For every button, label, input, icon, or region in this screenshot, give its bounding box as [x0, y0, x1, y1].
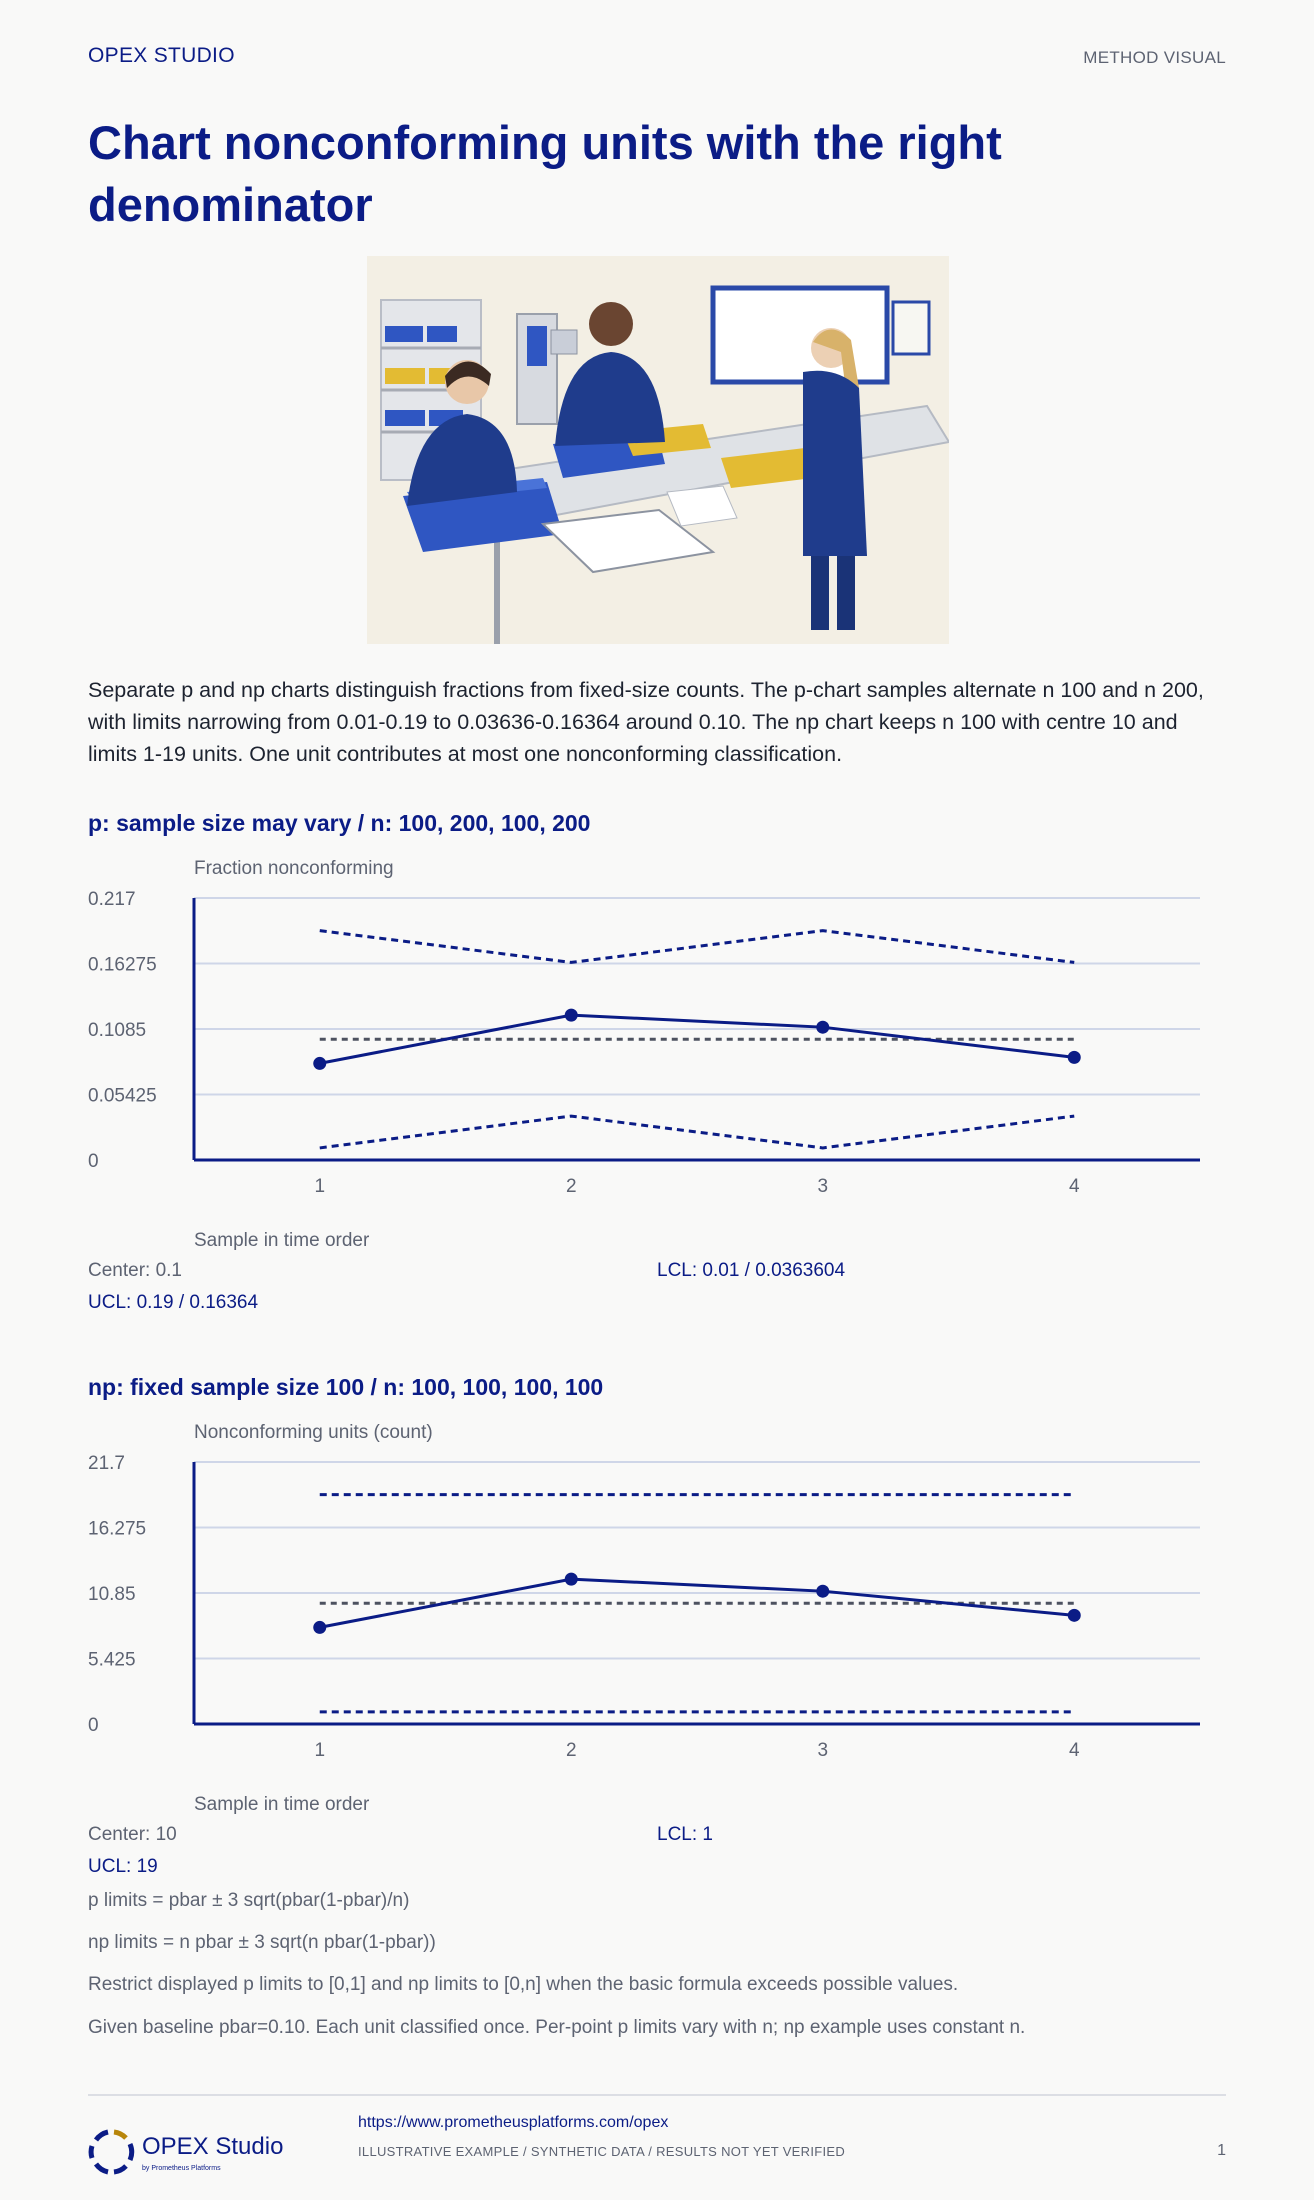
p-chart-svg [88, 850, 1226, 1240]
note-p-formula: p limits = pbar ± 3 sqrt(pbar(1-pbar)/n) [88, 1890, 410, 1911]
note-limit-restriction: Restrict displayed p limits to [0,1] and np limits to [0,n] when the basic formula exceeds possible values. [88, 1974, 959, 1995]
np-chart-x-tick-label: 4 [1068, 1740, 1080, 1761]
p-ucl-label: UCL: 0.19 / 0.16364 [88, 1292, 259, 1313]
p-chart-lcl-line [320, 1116, 1075, 1148]
note-baseline: Given baseline pbar=0.10. Each unit classified once. Per-point p limits vary with n; np example uses constant n. [88, 2017, 1026, 2038]
np-center-label: Center: 10 [88, 1824, 177, 1845]
np-chart-data-point [565, 1573, 578, 1586]
p-lcl-label: LCL: 0.01 / 0.0363604 [657, 1260, 846, 1281]
np-ucl-label: UCL: 19 [88, 1856, 158, 1877]
page-number: 1 [1217, 2142, 1226, 2159]
p-chart-x-tick-label: 2 [565, 1176, 577, 1197]
p-chart-y-tick-label: 0.217 [88, 889, 136, 910]
footer-logo [88, 2128, 318, 2176]
intro-paragraph: Separate p and np charts distinguish fractions from fixed-size counts. The p-chart samples alternate n 100 and n 200, with limits narrowing from 0.01-0.19 to 0.03636-0.16364 around 0.10. The np chart keeps n 100 with centre 10 and limits 1-19 units. One unit contributes at most one nonconforming classification. [88, 678, 1204, 766]
p-chart-y-tick-label: 0.05425 [88, 1085, 157, 1107]
p-chart-x-tick-label: 3 [817, 1176, 829, 1197]
np-chart-heading: np: fixed sample size 100 / n: 100, 100, 100, 100 [88, 1374, 604, 1400]
p-chart-x-tick-label: 4 [1068, 1176, 1080, 1197]
p-chart-y-title: Fraction nonconforming [194, 858, 394, 879]
np-chart-y-title: Nonconforming units (count) [194, 1422, 433, 1443]
footer-disclaimer: ILLUSTRATIVE EXAMPLE / SYNTHETIC DATA / RESULTS NOT YET VERIFIED [358, 2144, 846, 2159]
p-chart-ucl-line [320, 931, 1075, 963]
p-chart [88, 850, 1226, 1240]
np-lcl-label: LCL: 1 [657, 1824, 713, 1845]
section-kicker: METHOD VISUAL [1083, 48, 1226, 67]
np-chart-y-tick-label: 0 [88, 1715, 99, 1736]
np-chart-x-tick-label: 3 [817, 1740, 829, 1761]
p-chart-x-title: Sample in time order [194, 1230, 370, 1251]
logo-ring-icon [91, 2132, 132, 2172]
np-chart-svg [88, 1414, 1226, 1804]
np-chart-data-point [1068, 1609, 1081, 1622]
footer-divider [88, 2094, 1226, 2096]
page-title: Chart nonconforming units with the right denominator [88, 116, 1002, 231]
p-chart-y-tick-label: 0.1085 [88, 1020, 147, 1041]
np-chart-y-tick-label: 5.425 [88, 1649, 136, 1671]
p-chart-y-tick-label: 0 [88, 1151, 99, 1172]
p-chart-data-point [1068, 1051, 1081, 1064]
p-chart-x-tick-label: 1 [314, 1176, 326, 1197]
page-header [88, 44, 1226, 74]
np-chart-x-title: Sample in time order [194, 1794, 370, 1815]
np-chart-x-tick-label: 1 [314, 1740, 326, 1761]
np-chart [88, 1414, 1226, 1804]
np-chart-y-tick-label: 21.7 [88, 1453, 125, 1474]
footer-url-link[interactable]: https://www.prometheusplatforms.com/opex [358, 2114, 669, 2131]
p-chart-data-point [816, 1021, 829, 1034]
note-np-formula: np limits = n pbar ± 3 sqrt(n pbar(1-pbar)) [88, 1932, 436, 1953]
p-chart-heading: p: sample size may vary / n: 100, 200, 100, 200 [88, 810, 591, 836]
np-chart-y-tick-label: 16.275 [88, 1518, 147, 1540]
p-chart-y-tick-label: 0.16275 [88, 954, 157, 976]
p-chart-data-point [565, 1009, 578, 1022]
np-chart-data-point [313, 1621, 326, 1634]
brand-name: OPEX STUDIO [88, 44, 235, 67]
p-chart-data-point [313, 1057, 326, 1070]
np-chart-data-point [816, 1585, 829, 1598]
np-chart-x-tick-label: 2 [565, 1740, 577, 1761]
footer-logo-subtext: by Prometheus Platforms [142, 2165, 221, 2172]
p-center-label: Center: 0.1 [88, 1260, 182, 1281]
np-chart-y-tick-label: 10.85 [88, 1584, 136, 1605]
footer-logo-text: OPEX Studio [142, 2133, 284, 2160]
hero-illustration [367, 256, 949, 644]
